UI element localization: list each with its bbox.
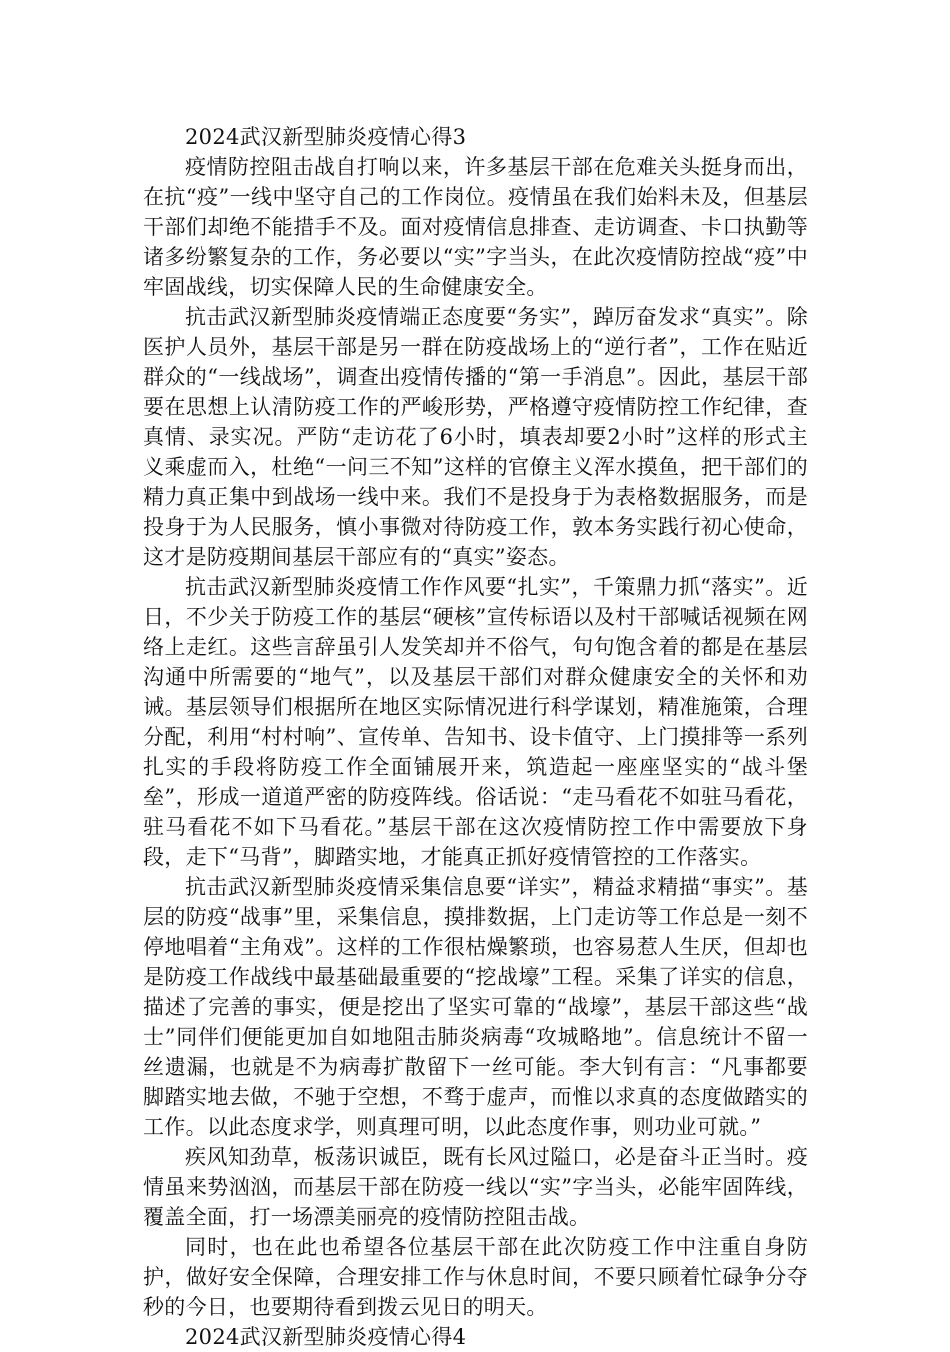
section-heading-3: 2024武汉新型肺炎疫情心得3 <box>185 125 467 149</box>
paragraph-4: 抗击武汉新型肺炎疫情采集信息要“详实”，精益求精描“事实”。基层的防疫“战事”里，采集信息，摸排数据，上门走访等工作总是一刻不停地唱着“主角戏”。这样的工作很枯燥繁琐，也容易惹人生厌，但却也是防疫工作战线中最基础最重要的“挖战壕”工程。采集了详实的信息，描述了完善的事实，便是挖出了坚实可靠的“战壕”，基层干部这些“战士”同伴们便能更加自如地阻击肺炎病毒“攻城略地”。信息统计不留一丝遗漏，也就是不为病毒扩散留下一丝可能。李大钊有言：“凡事都要脚踏实地去做，不驰于空想，不骛于虚声，而惟以求真的态度做踏实的工作。以此态度求学，则真理可明，以此态度作事，则功业可就。” <box>143 875 808 1139</box>
paragraph-2: 抗击武汉新型肺炎疫情端正态度要“务实”，踔厉奋发求“真实”。除医护人员外，基层干部是另一群在防疫战场上的“逆行者”，工作在贴近群众的“一线战场”，调查出疫情传播的“第一手消息”。因此，基层干部要在思想上认清防疫工作的严峻形势，严格遵守疫情防控工作纪律，查真情、录实况。严防“走访花了6小时，填表却要2小时”这样的形式主义乘虚而入，杜绝“一问三不知”这样的官僚主义浑水摸鱼，把干部们的精力真正集中到战场一线中来。我们不是投身于为表格数据服务，而是投身于为人民服务，慎小事微对待防疫工作，敦本务实践行初心使命，这才是防疫期间基层干部应有的“真实”姿态。 <box>143 305 808 569</box>
section-heading-4: 2024武汉新型肺炎疫情心得4 <box>185 1325 467 1349</box>
paragraph-1: 疫情防控阻击战自打响以来，许多基层干部在危难关头挺身而出，在抗“疫”一线中坚守自己的工作岗位。疫情虽在我们始料未及，但基层干部们却绝不能措手不及。面对疫情信息排查、走访调查、卡口执勤等诸多纷繁复杂的工作，务必要以“实”字当头，在此次疫情防控战“疫”中牢固战线，切实保障人民的生命健康安全。 <box>143 155 808 299</box>
paragraph-3: 抗击武汉新型肺炎疫情工作作风要“扎实”，千策鼎力抓“落实”。近日，不少关于防疫工作的基层“硬核”宣传标语以及村干部喊话视频在网络上走红。这些言辞虽引人发笑却并不俗气，句句饱含着的都是在基层沟通中所需要的“地气”，以及基层干部们对群众健康安全的关怀和劝诫。基层领导们根据所在地区实际情况进行科学谋划，精准施策，合理分配，利用“村村响”、宣传单、告知书、设卡值守、上门摸排等一系列扎实的手段将防疫工作全面铺展开来，筑造起一座座坚实的“战斗堡垒”，形成一道道严密的防疫阵线。俗话说：“走马看花不如驻马看花，驻马看花不如下马看花。”基层干部在这次疫情防控工作中需要放下身段，走下“马背”，脚踏实地，才能真正抓好疫情管控的工作落实。 <box>143 575 808 869</box>
paragraph-5: 疾风知劲草，板荡识诚臣，既有长风过隘口，必是奋斗正当时。疫情虽来势汹汹，而基层干部在防疫一线以“实”字当头，必能牢固阵线，覆盖全面，打一场漂美丽亮的疫情防控阻击战。 <box>143 1145 808 1229</box>
document-page <box>143 122 808 1352</box>
paragraph-6: 同时，也在此也希望各位基层干部在此次防疫工作中注重自身防护，做好安全保障，合理安排工作与休息时间，不要只顾着忙碌争分夺秒的今日，也要期待看到拨云见日的明天。 <box>143 1235 808 1319</box>
